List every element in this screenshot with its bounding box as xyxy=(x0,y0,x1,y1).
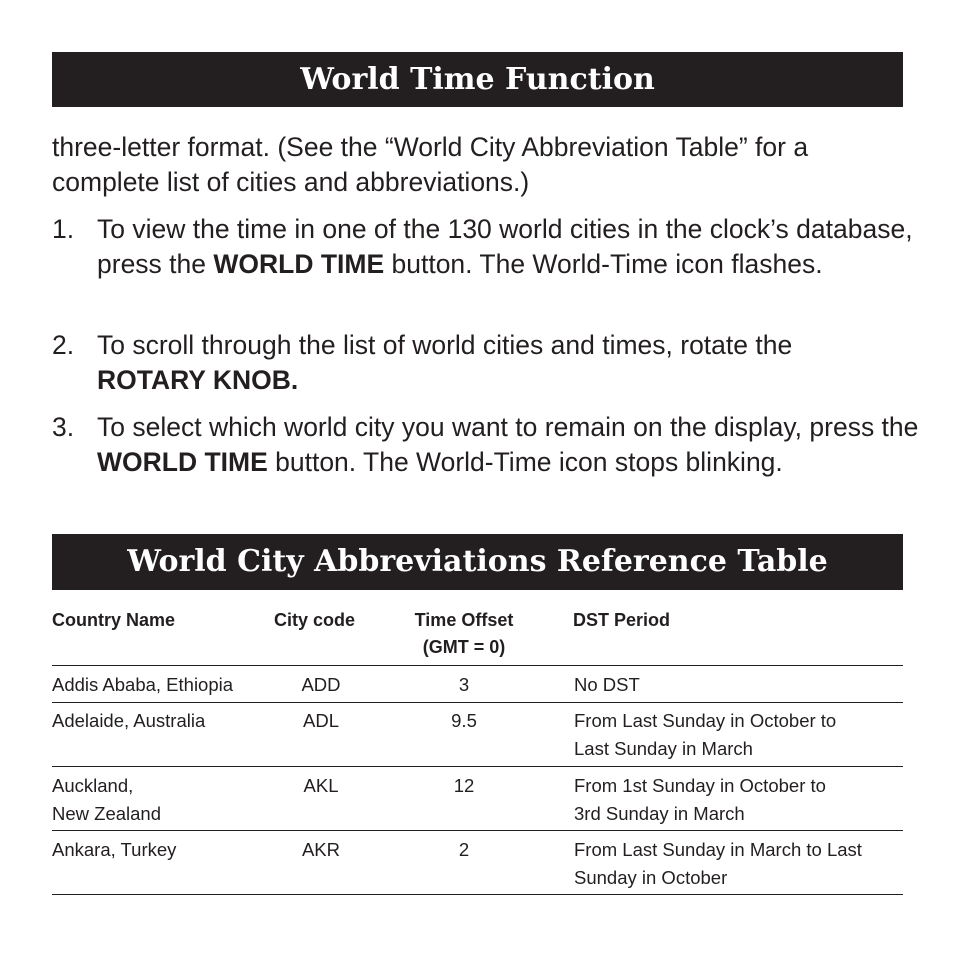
cell-dst-period xyxy=(574,707,909,763)
step-bold-term: WORLD TIME xyxy=(97,447,268,477)
step-text xyxy=(97,212,927,282)
step-number: 3. xyxy=(52,412,75,442)
cell-country-line1: Auckland, xyxy=(52,775,134,796)
cell-dst-period xyxy=(574,772,909,828)
cell-city-code: AKL xyxy=(303,775,339,796)
table-divider xyxy=(52,830,903,831)
column-header-time-offset-line2: (GMT = 0) xyxy=(422,637,506,657)
cell-time-offset: 12 xyxy=(453,775,475,796)
cell-country-line2: New Zealand xyxy=(52,803,162,824)
cell-dst-period xyxy=(574,836,909,892)
step-text-part: button. The World-Time icon stops blinking. xyxy=(267,447,783,477)
step-number: 2. xyxy=(52,330,75,360)
table-header xyxy=(52,607,903,665)
cell-city-code: ADD xyxy=(301,674,341,695)
cell-country: Ankara, Turkey xyxy=(52,839,177,860)
column-header-city-code: City code xyxy=(274,610,356,630)
cell-time-offset: 3 xyxy=(458,674,470,695)
column-header-country: Country Name xyxy=(52,610,176,630)
intro-paragraph: three-letter format. (See the “World City Abbreviation Table” for a complete list of cities and abbreviations.) xyxy=(52,132,809,197)
cell-dst-line1: From 1st Sunday in October to xyxy=(574,775,826,796)
step-text-part: button. The World-Time icon flashes. xyxy=(384,249,823,279)
cell-time-offset: 2 xyxy=(458,839,470,860)
cell-dst-line2: Last Sunday in March xyxy=(574,738,753,759)
cell-dst-line1: From Last Sunday in March to Last xyxy=(574,839,862,860)
step-text xyxy=(97,328,927,398)
step-text-part: To view the time in one of the 130 world cities in the clock’s database, press the xyxy=(97,214,913,279)
table-divider xyxy=(52,766,903,767)
step-text-part: To select which world city you want to remain on the display, press the xyxy=(97,412,919,442)
section-title-world-time-function: World Time Function xyxy=(52,52,903,107)
step-text-part: To scroll through the list of world cities and times, rotate the xyxy=(97,330,793,360)
cell-country: Adelaide, Australia xyxy=(52,710,206,731)
cell-dst-line2: 3rd Sunday in March xyxy=(574,803,745,824)
section-title-reference-table: World City Abbreviations Reference Table xyxy=(52,534,903,590)
column-header-time-offset xyxy=(398,607,530,661)
cell-country: Addis Ababa, Ethiopia xyxy=(52,674,234,695)
column-header-dst-period: DST Period xyxy=(573,610,671,630)
step-number: 1. xyxy=(52,214,75,244)
cell-dst-line1: From Last Sunday in October to xyxy=(574,710,837,731)
step-text xyxy=(97,410,927,480)
cell-time-offset: 9.5 xyxy=(451,710,477,731)
cell-country xyxy=(52,772,267,828)
column-header-time-offset-line1: Time Offset xyxy=(414,610,514,630)
cell-city-code: ADL xyxy=(303,710,339,731)
step-bold-term: ROTARY KNOB. xyxy=(97,365,299,395)
table-divider xyxy=(52,665,903,666)
step-bold-term: WORLD TIME xyxy=(213,249,385,279)
cell-dst-period: No DST xyxy=(574,674,640,695)
table-divider xyxy=(52,702,903,703)
cell-city-code: AKR xyxy=(301,839,341,860)
cell-dst-line2: Sunday in October xyxy=(574,867,728,888)
table-divider xyxy=(52,894,903,895)
